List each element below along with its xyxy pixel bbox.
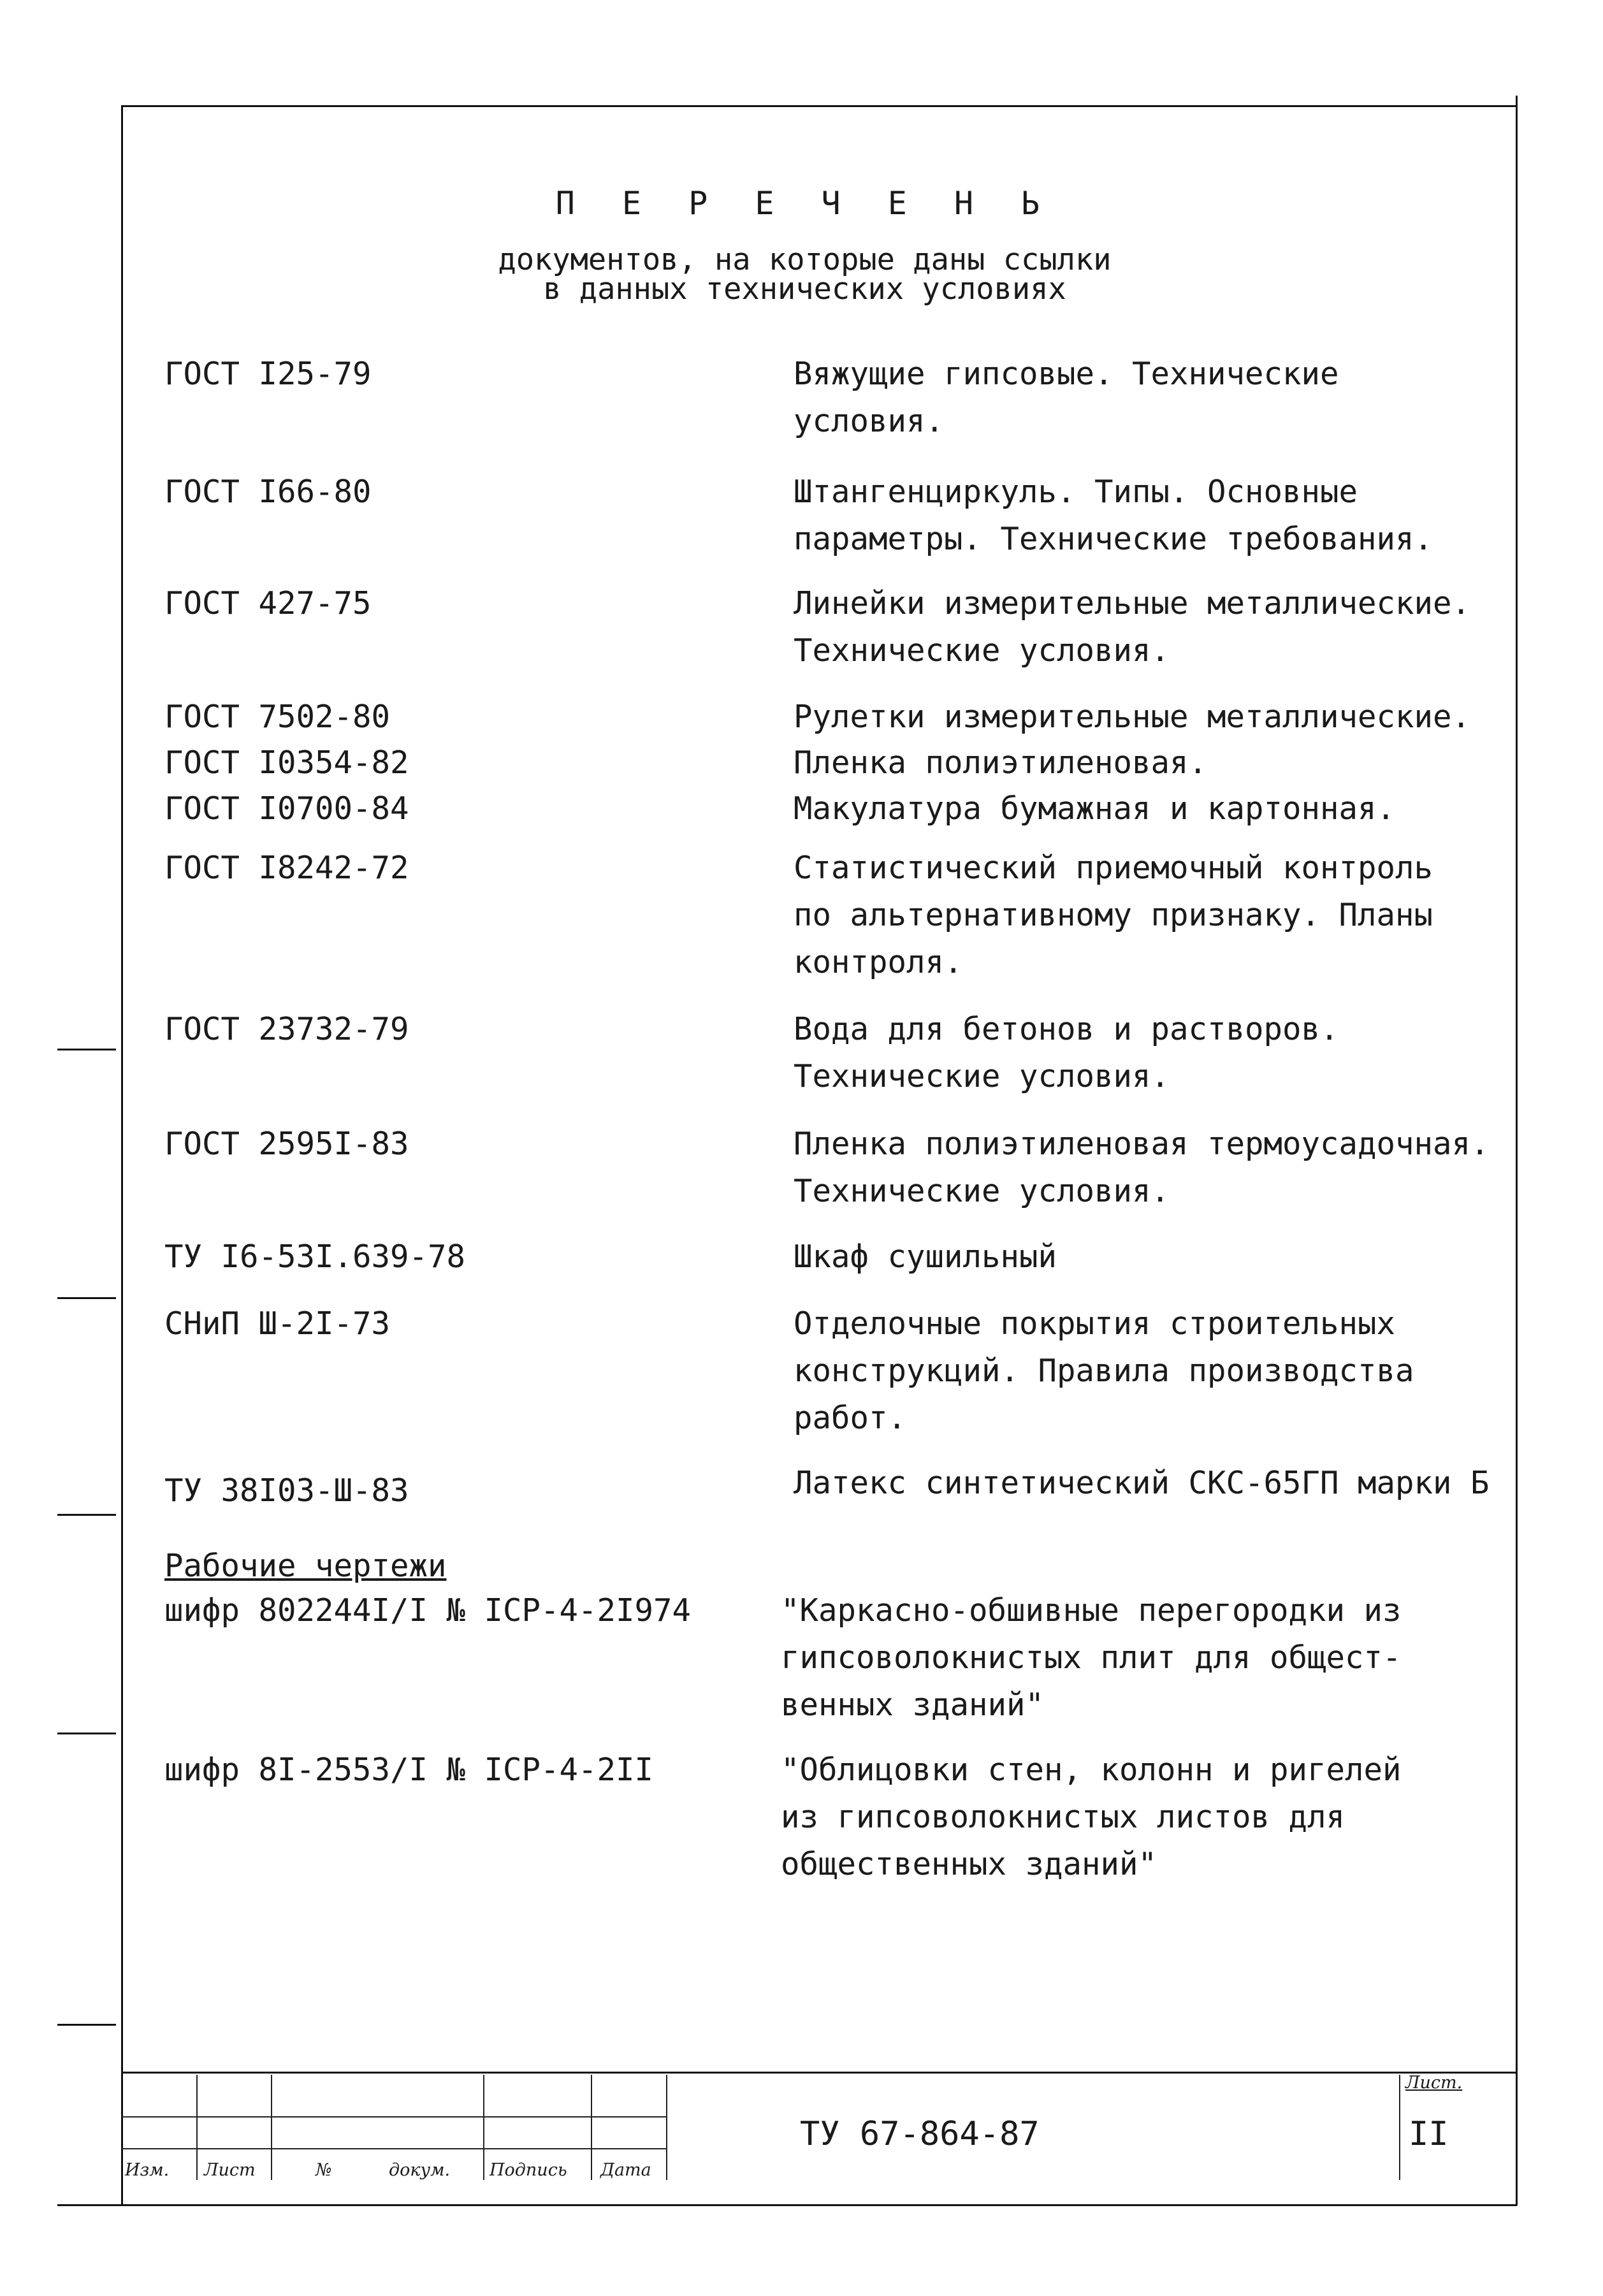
description-line: Вода для бетонов и растворов. <box>794 1011 1339 1047</box>
margin-tick <box>57 1297 116 1299</box>
stamp-col-line <box>1399 2075 1400 2180</box>
drawing-description <box>781 1747 1501 1888</box>
frame-bottom <box>57 2204 1517 2206</box>
document-code: ГОСТ 7502-80 <box>164 699 391 735</box>
document-code: ГОСТ I66-80 <box>164 474 372 510</box>
description-line: Штангенциркуль. Типы. Основные <box>794 474 1358 510</box>
description-line: Вяжущие гипсовые. Технические <box>794 356 1339 392</box>
page-subtitle-line2: в данных технических условиях <box>543 272 1066 307</box>
margin-tick <box>57 1514 116 1516</box>
description-line: Технические условия. <box>794 1173 1170 1209</box>
description-line: параметры. Технические требования. <box>794 521 1433 557</box>
document-description <box>794 1460 1514 1507</box>
document-code: ГОСТ I0354-82 <box>164 745 409 781</box>
document-description <box>794 845 1514 986</box>
description-line: условия. <box>794 403 945 439</box>
description-line: из гипсоволокнистых листов для <box>781 1799 1346 1835</box>
description-line: венных зданий" <box>781 1687 1045 1723</box>
description-line: Статистический приемочный контроль <box>794 850 1433 886</box>
drawing-code: шифр 8I-2553/I № ICP-4-2II <box>164 1752 654 1788</box>
document-code: ТУ 38I03-Ш-83 <box>164 1472 409 1509</box>
margin-tick <box>57 2024 116 2026</box>
stamp-col-line <box>196 2075 198 2180</box>
description-line: Шкаф сушильный <box>794 1239 1057 1275</box>
stamp-top-line <box>121 2072 1517 2074</box>
frame-left <box>121 105 123 2205</box>
description-line: гипсоволокнистых плит для общест- <box>781 1639 1402 1676</box>
document-header <box>121 0 1488 319</box>
description-line: "Облицовки стен, колонн и ригелей <box>781 1752 1402 1788</box>
document-description <box>794 1121 1514 1215</box>
description-line: Макулатура бумажная и картонная. <box>794 790 1396 827</box>
description-line: работ. <box>794 1400 907 1436</box>
stamp-col-line <box>591 2075 592 2180</box>
description-line: Пленка полиэтиленовая термоусадочная. <box>794 1126 1490 1162</box>
description-line: Технические условия. <box>794 632 1170 669</box>
stamp-caption: докум. <box>389 2160 451 2180</box>
description-line: Линейки измерительные металлические. <box>794 585 1471 621</box>
document-code: ГОСТ I25-79 <box>164 356 372 392</box>
sheet-label: Лист. <box>1405 2073 1463 2093</box>
document-code: ГОСТ 23732-79 <box>164 1011 409 1047</box>
stamp-caption: Подпись <box>490 2160 567 2180</box>
document-description <box>794 580 1514 674</box>
margin-tick <box>57 1733 116 1734</box>
document-description <box>794 1233 1514 1281</box>
document-description <box>794 1006 1514 1100</box>
margin-tick <box>57 1049 116 1050</box>
document-description <box>794 739 1514 787</box>
stamp-col-line <box>666 2075 667 2180</box>
document-code: ГОСТ 427-75 <box>164 585 372 621</box>
stamp-caption: № <box>316 2160 332 2180</box>
stamp-document-code: ТУ 67-864-87 <box>800 2115 1040 2153</box>
page-title: П Е Р Е Ч Е Н Ь <box>555 185 1054 222</box>
stamp-col-line <box>483 2075 484 2180</box>
document-description <box>794 694 1514 741</box>
description-line: общественных зданий" <box>781 1846 1157 1882</box>
document-code: ГОСТ I8242-72 <box>164 850 409 886</box>
document-code: ГОСТ I0700-84 <box>164 790 409 827</box>
document-description <box>794 469 1514 563</box>
stamp-caption: Лист <box>204 2160 256 2180</box>
description-line: контроля. <box>794 944 963 980</box>
drawing-description <box>781 1587 1501 1729</box>
stamp-caption: Дата <box>600 2160 651 2180</box>
description-line: Пленка полиэтиленовая. <box>794 745 1208 781</box>
document-code: ГОСТ 2595I-83 <box>164 1126 409 1162</box>
description-line: Отделочные покрытия строительных <box>794 1305 1396 1342</box>
section-heading: Рабочие чертежи <box>164 1548 447 1584</box>
description-line: Рулетки измерительные металлические. <box>794 699 1471 735</box>
frame-right <box>1516 96 1518 2205</box>
description-line: по альтернативному признаку. Планы <box>794 897 1433 933</box>
page-subtitle-line1: документов, на которые даны ссылки <box>498 242 1112 277</box>
description-line: конструкций. Правила производства <box>794 1353 1414 1389</box>
document-description <box>794 785 1514 832</box>
document-description <box>794 1300 1514 1442</box>
document-code: ТУ I6-53I.639-78 <box>164 1239 466 1275</box>
sheet-number: II <box>1409 2115 1449 2153</box>
description-line: Технические условия. <box>794 1058 1170 1094</box>
drawing-code: шифр 802244I/I № ICP-4-2I974 <box>164 1592 692 1629</box>
stamp-row-line <box>121 2116 666 2118</box>
description-line: Латекс синтетический СКС-65ГП марки Б <box>794 1465 1490 1501</box>
stamp-row-line <box>121 2148 666 2149</box>
document-description <box>794 351 1514 445</box>
document-code: СНиП Ш-2I-73 <box>164 1305 391 1342</box>
stamp-caption: Изм. <box>125 2160 170 2180</box>
stamp-col-line <box>271 2075 272 2180</box>
description-line: "Каркасно-обшивные перегородки из <box>781 1592 1402 1629</box>
